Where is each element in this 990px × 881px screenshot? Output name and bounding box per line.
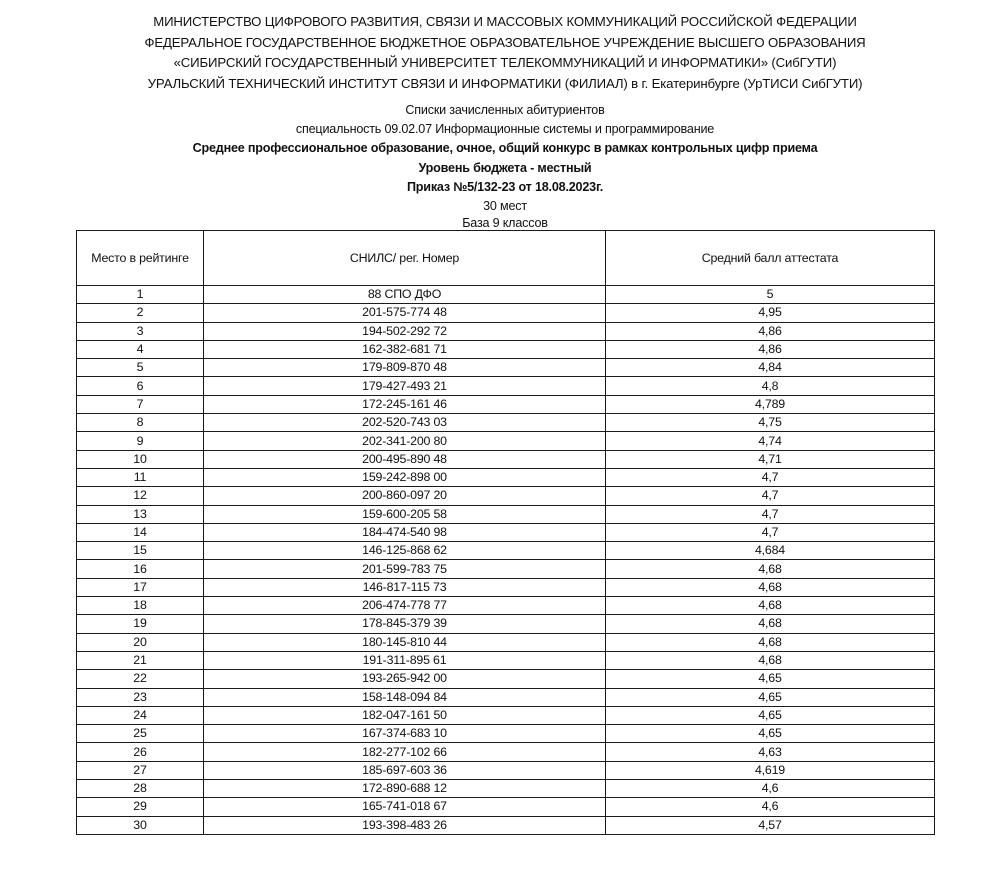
snils-cell: 165-741-018 67 bbox=[204, 798, 606, 816]
table-row bbox=[77, 633, 935, 651]
table-row bbox=[77, 450, 935, 468]
rank-cell: 7 bbox=[77, 395, 204, 413]
score-cell: 4,8 bbox=[606, 377, 935, 395]
table-row bbox=[77, 816, 935, 834]
table-row bbox=[77, 798, 935, 816]
snils-cell: 178-845-379 39 bbox=[204, 615, 606, 633]
snils-cell: 184-474-540 98 bbox=[204, 523, 606, 541]
score-cell: 4,65 bbox=[606, 725, 935, 743]
table-row bbox=[77, 359, 935, 377]
snils-cell: 182-277-102 66 bbox=[204, 743, 606, 761]
rank-cell: 10 bbox=[77, 450, 204, 468]
score-cell: 4,95 bbox=[606, 304, 935, 322]
rank-cell: 5 bbox=[77, 359, 204, 377]
score-cell: 4,7 bbox=[606, 487, 935, 505]
order-line: Приказ №5/132-23 от 18.08.2023г. bbox=[406, 179, 604, 194]
score-cell: 4,684 bbox=[606, 542, 935, 560]
table-row bbox=[77, 542, 935, 560]
rank-cell: 3 bbox=[77, 322, 204, 340]
table-row bbox=[77, 377, 935, 395]
score-cell: 4,74 bbox=[606, 432, 935, 450]
score-cell: 4,65 bbox=[606, 706, 935, 724]
snils-cell: 193-265-942 00 bbox=[204, 670, 606, 688]
ministry-line: МИНИСТЕРСТВО ЦИФРОВОГО РАЗВИТИЯ, СВЯЗИ И МАССОВЫХ КОММУНИКАЦИЙ РОССИЙСКОЙ ФЕДЕРАЦИИ bbox=[153, 14, 857, 29]
table-row bbox=[77, 340, 935, 358]
seats-line: 30 мест bbox=[483, 199, 527, 214]
snils-cell: 146-817-115 73 bbox=[204, 578, 606, 596]
table-row bbox=[77, 414, 935, 432]
score-cell: 4,6 bbox=[606, 798, 935, 816]
column-header-rank: Место в рейтинге bbox=[77, 231, 204, 286]
table-row bbox=[77, 304, 935, 322]
score-cell: 4,65 bbox=[606, 670, 935, 688]
institution-header bbox=[0, 12, 990, 94]
snils-cell: 193-398-483 26 bbox=[204, 816, 606, 834]
score-cell: 4,619 bbox=[606, 761, 935, 779]
specialty-line: специальность 09.02.07 Информационные системы и программирование bbox=[295, 122, 715, 137]
score-cell: 4,68 bbox=[606, 651, 935, 669]
rank-cell: 17 bbox=[77, 578, 204, 596]
score-cell: 4,7 bbox=[606, 523, 935, 541]
score-cell: 4,68 bbox=[606, 560, 935, 578]
snils-cell: 88 СПО ДФО bbox=[204, 286, 606, 304]
rank-cell: 9 bbox=[77, 432, 204, 450]
rank-cell: 28 bbox=[77, 780, 204, 798]
snils-cell: 201-575-774 48 bbox=[204, 304, 606, 322]
rank-cell: 18 bbox=[77, 597, 204, 615]
snils-cell: 179-809-870 48 bbox=[204, 359, 606, 377]
snils-cell: 206-474-778 77 bbox=[204, 597, 606, 615]
column-header-snils: СНИЛС/ рег. Номер bbox=[204, 231, 606, 286]
table-row bbox=[77, 651, 935, 669]
table-row bbox=[77, 560, 935, 578]
score-cell: 4,68 bbox=[606, 633, 935, 651]
rank-cell: 19 bbox=[77, 615, 204, 633]
rank-cell: 20 bbox=[77, 633, 204, 651]
snils-cell: 172-245-161 46 bbox=[204, 395, 606, 413]
snils-cell: 194-502-292 72 bbox=[204, 322, 606, 340]
table-row bbox=[77, 322, 935, 340]
table-row bbox=[77, 468, 935, 486]
university-line: «СИБИРСКИЙ ГОСУДАРСТВЕННЫЙ УНИВЕРСИТЕТ ТЕЛЕКОММУНИКАЦИЙ И ИНФОРМАТИКИ» (СибГУТИ) bbox=[173, 55, 837, 70]
score-cell: 4,7 bbox=[606, 505, 935, 523]
rank-cell: 29 bbox=[77, 798, 204, 816]
rank-cell: 13 bbox=[77, 505, 204, 523]
base-line: База 9 классов bbox=[462, 216, 548, 231]
snils-cell: 202-341-200 80 bbox=[204, 432, 606, 450]
score-cell: 4,68 bbox=[606, 615, 935, 633]
snils-cell: 180-145-810 44 bbox=[204, 633, 606, 651]
rank-cell: 25 bbox=[77, 725, 204, 743]
table-row bbox=[77, 523, 935, 541]
score-cell: 5 bbox=[606, 286, 935, 304]
score-cell: 4,84 bbox=[606, 359, 935, 377]
table-row bbox=[77, 615, 935, 633]
document-header bbox=[0, 101, 990, 231]
snils-cell: 200-860-097 20 bbox=[204, 487, 606, 505]
table-row bbox=[77, 395, 935, 413]
snils-cell: 179-427-493 21 bbox=[204, 377, 606, 395]
score-cell: 4,789 bbox=[606, 395, 935, 413]
column-header-score: Средний балл аттестата bbox=[606, 231, 935, 286]
document-title: Списки зачисленных абитуриентов bbox=[405, 103, 605, 117]
rank-cell: 15 bbox=[77, 542, 204, 560]
score-cell: 4,75 bbox=[606, 414, 935, 432]
snils-cell: 159-242-898 00 bbox=[204, 468, 606, 486]
score-cell: 4,68 bbox=[606, 597, 935, 615]
table-row bbox=[77, 780, 935, 798]
score-cell: 4,71 bbox=[606, 450, 935, 468]
snils-cell: 158-148-094 84 bbox=[204, 688, 606, 706]
rank-cell: 6 bbox=[77, 377, 204, 395]
score-cell: 4,65 bbox=[606, 688, 935, 706]
score-cell: 4,68 bbox=[606, 578, 935, 596]
snils-cell: 172-890-688 12 bbox=[204, 780, 606, 798]
snils-cell: 146-125-868 62 bbox=[204, 542, 606, 560]
snils-cell: 200-495-890 48 bbox=[204, 450, 606, 468]
table-row bbox=[77, 688, 935, 706]
rank-cell: 24 bbox=[77, 706, 204, 724]
snils-cell: 191-311-895 61 bbox=[204, 651, 606, 669]
score-cell: 4,6 bbox=[606, 780, 935, 798]
table-row bbox=[77, 670, 935, 688]
table-row bbox=[77, 706, 935, 724]
table-row bbox=[77, 286, 935, 304]
table-row bbox=[77, 761, 935, 779]
table-row bbox=[77, 578, 935, 596]
table-row bbox=[77, 505, 935, 523]
rank-cell: 1 bbox=[77, 286, 204, 304]
rank-cell: 30 bbox=[77, 816, 204, 834]
snils-cell: 167-374-683 10 bbox=[204, 725, 606, 743]
score-cell: 4,86 bbox=[606, 340, 935, 358]
rank-cell: 27 bbox=[77, 761, 204, 779]
rank-cell: 2 bbox=[77, 304, 204, 322]
rank-cell: 4 bbox=[77, 340, 204, 358]
snils-cell: 162-382-681 71 bbox=[204, 340, 606, 358]
rank-cell: 14 bbox=[77, 523, 204, 541]
rank-cell: 12 bbox=[77, 487, 204, 505]
rank-cell: 21 bbox=[77, 651, 204, 669]
enrollment-table bbox=[76, 230, 935, 835]
rank-cell: 11 bbox=[77, 468, 204, 486]
snils-cell: 185-697-603 36 bbox=[204, 761, 606, 779]
table-row bbox=[77, 743, 935, 761]
budget-level-line: Уровень бюджета - местный bbox=[418, 160, 592, 175]
score-cell: 4,7 bbox=[606, 468, 935, 486]
table-body bbox=[77, 286, 935, 835]
score-cell: 4,57 bbox=[606, 816, 935, 834]
snils-cell: 202-520-743 03 bbox=[204, 414, 606, 432]
table-row bbox=[77, 432, 935, 450]
branch-line: УРАЛЬСКИЙ ТЕХНИЧЕСКИЙ ИНСТИТУТ СВЯЗИ И ИНФОРМАТИКИ (ФИЛИАЛ) в г. Екатеринбурге (УрТИСИ СибГУТИ) bbox=[147, 75, 863, 91]
snils-cell: 182-047-161 50 bbox=[204, 706, 606, 724]
rank-cell: 22 bbox=[77, 670, 204, 688]
table-row bbox=[77, 725, 935, 743]
rank-cell: 8 bbox=[77, 414, 204, 432]
snils-cell: 159-600-205 58 bbox=[204, 505, 606, 523]
rank-cell: 16 bbox=[77, 560, 204, 578]
table-row bbox=[77, 597, 935, 615]
institution-type-line: ФЕДЕРАЛЬНОЕ ГОСУДАРСТВЕННОЕ БЮДЖЕТНОЕ ОБРАЗОВАТЕЛЬНОЕ УЧРЕЖДЕНИЕ ВЫСШЕГО ОБРАЗОВАНИЯ bbox=[144, 34, 866, 50]
score-cell: 4,63 bbox=[606, 743, 935, 761]
score-cell: 4,86 bbox=[606, 322, 935, 340]
table-header-row bbox=[77, 231, 935, 286]
rank-cell: 26 bbox=[77, 743, 204, 761]
rank-cell: 23 bbox=[77, 688, 204, 706]
table-row bbox=[77, 487, 935, 505]
education-form-line: Среднее профессиональное образование, очное, общий конкурс в рамках контрольных цифр приема bbox=[192, 141, 818, 156]
snils-cell: 201-599-783 75 bbox=[204, 560, 606, 578]
